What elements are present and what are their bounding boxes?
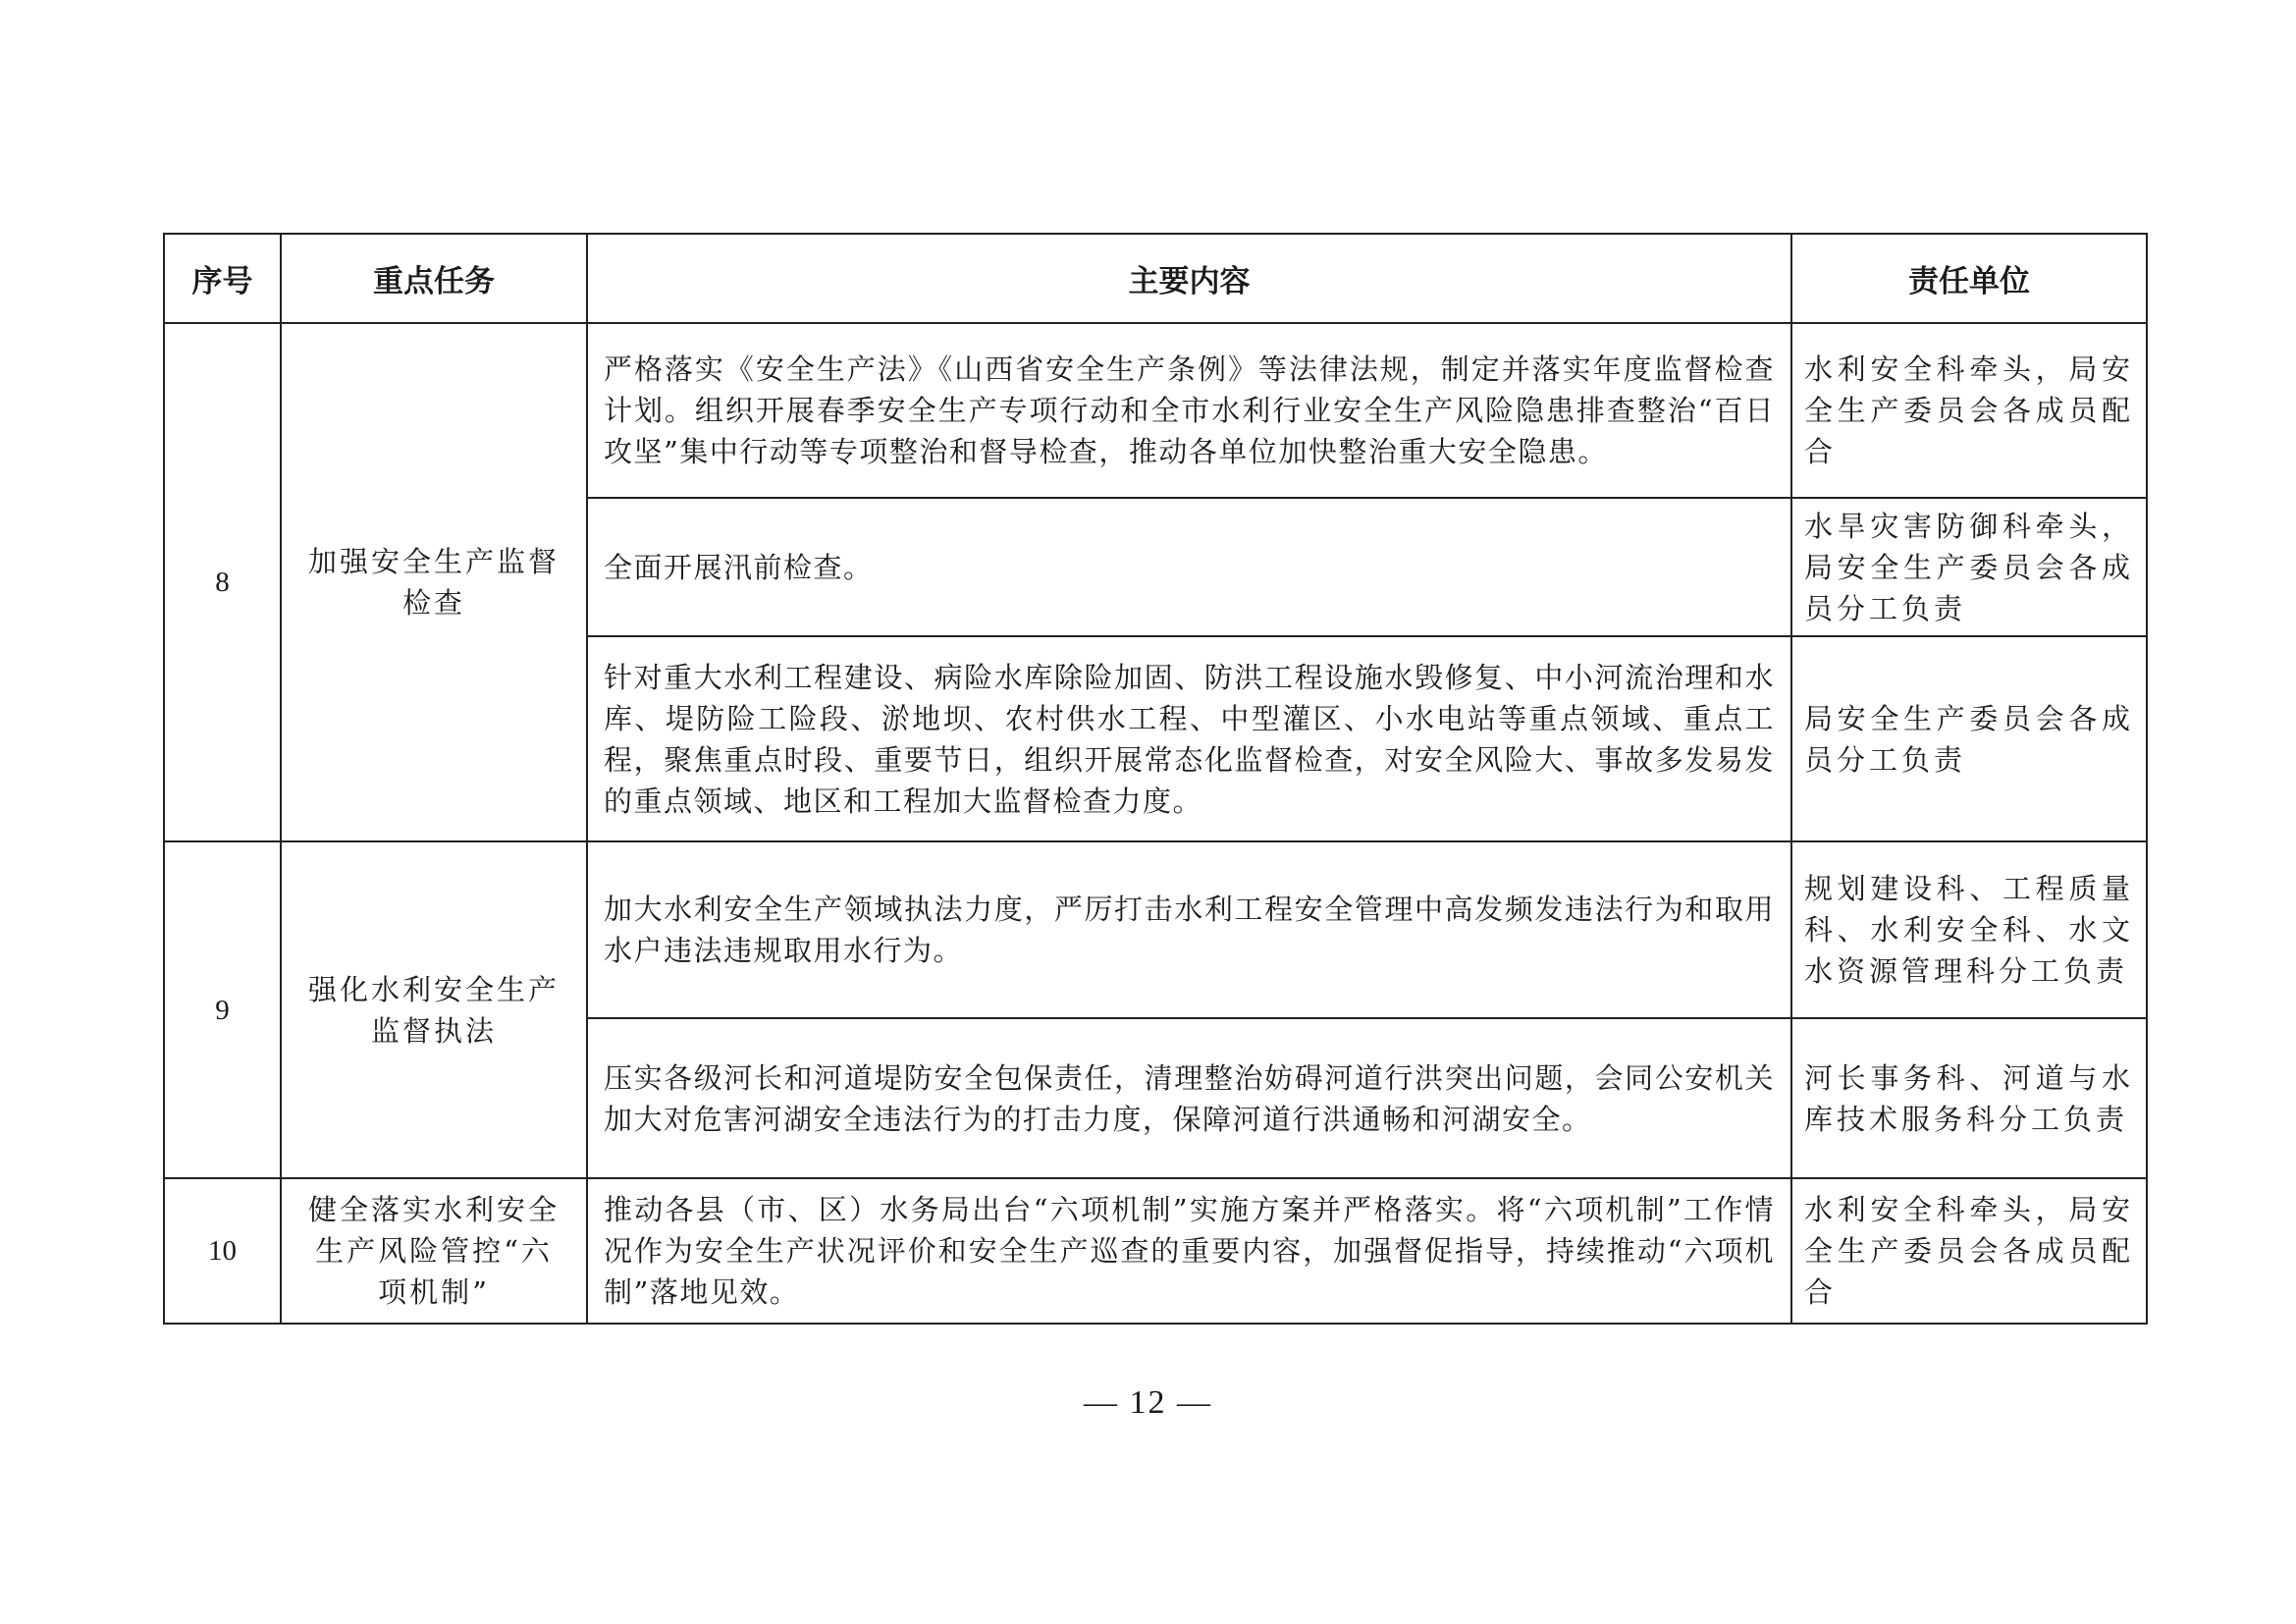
table-row <box>164 1178 2147 1324</box>
main-content: 推动各县（市、区）水务局出台“六项机制”实施方案并严格落实。将“六项机制”工作情况作为安全生产状况评价和安全生产巡查的重要内容，加强督促指导，持续推动“六项机制”落地见效。 <box>587 1178 1791 1324</box>
header-unit: 责任单位 <box>1791 234 2147 323</box>
header-content: 主要内容 <box>587 234 1791 323</box>
main-content: 压实各级河长和河道堤防安全包保责任，清理整治妨碍河道行洪突出问题，会同公安机关加大对危害河湖安全违法行为的打击力度，保障河道行洪通畅和河湖安全。 <box>587 1018 1791 1178</box>
responsible-unit: 局安全生产委员会各成员分工负责 <box>1791 636 2147 841</box>
header-task: 重点任务 <box>281 234 587 323</box>
header-num: 序号 <box>164 234 281 323</box>
table-row <box>164 841 2147 1018</box>
page-number: — 12 — <box>1084 1384 1212 1421</box>
main-content: 加大水利安全生产领域执法力度，严厉打击水利工程安全管理中高发频发违法行为和取用水户违法违规取用水行为。 <box>587 841 1791 1018</box>
main-content: 针对重大水利工程建设、病险水库除险加固、防洪工程设施水毁修复、中小河流治理和水库、堤防险工险段、淤地坝、农村供水工程、中型灌区、小水电站等重点领域、重点工程，聚焦重点时段、重要节日，组织开展常态化监督检查，对安全风险大、事故多发易发的重点领域、地区和工程加大监督检查力度。 <box>587 636 1791 841</box>
responsible-unit: 水利安全科牵头，局安全生产委员会各成员配合 <box>1791 1178 2147 1324</box>
responsible-unit: 规划建设科、工程质量科、水利安全科、水文水资源管理科分工负责 <box>1791 841 2147 1018</box>
key-task: 加强安全生产监督检查 <box>281 323 587 841</box>
row-number: 10 <box>164 1178 281 1324</box>
responsible-unit: 河长事务科、河道与水库技术服务科分工负责 <box>1791 1018 2147 1178</box>
row-number: 8 <box>164 323 281 841</box>
main-content: 严格落实《安全生产法》《山西省安全生产条例》等法律法规，制定并落实年度监督检查计划。组织开展春季安全生产专项行动和全市水利行业安全生产风险隐患排查整治“百日攻坚”集中行动等专项整治和督导检查，推动各单位加快整治重大安全隐患。 <box>587 323 1791 498</box>
table-header-row <box>164 234 2147 323</box>
main-content: 全面开展汛前检查。 <box>587 498 1791 636</box>
table-row <box>164 323 2147 498</box>
key-task: 强化水利安全生产监督执法 <box>281 841 587 1178</box>
row-number: 9 <box>164 841 281 1178</box>
key-task: 健全落实水利安全生产风险管控“六项机制” <box>281 1178 587 1324</box>
responsible-unit: 水利安全科牵头，局安全生产委员会各成员配合 <box>1791 323 2147 498</box>
responsible-unit: 水旱灾害防御科牵头，局安全生产委员会各成员分工负责 <box>1791 498 2147 636</box>
task-table <box>163 233 2148 1325</box>
